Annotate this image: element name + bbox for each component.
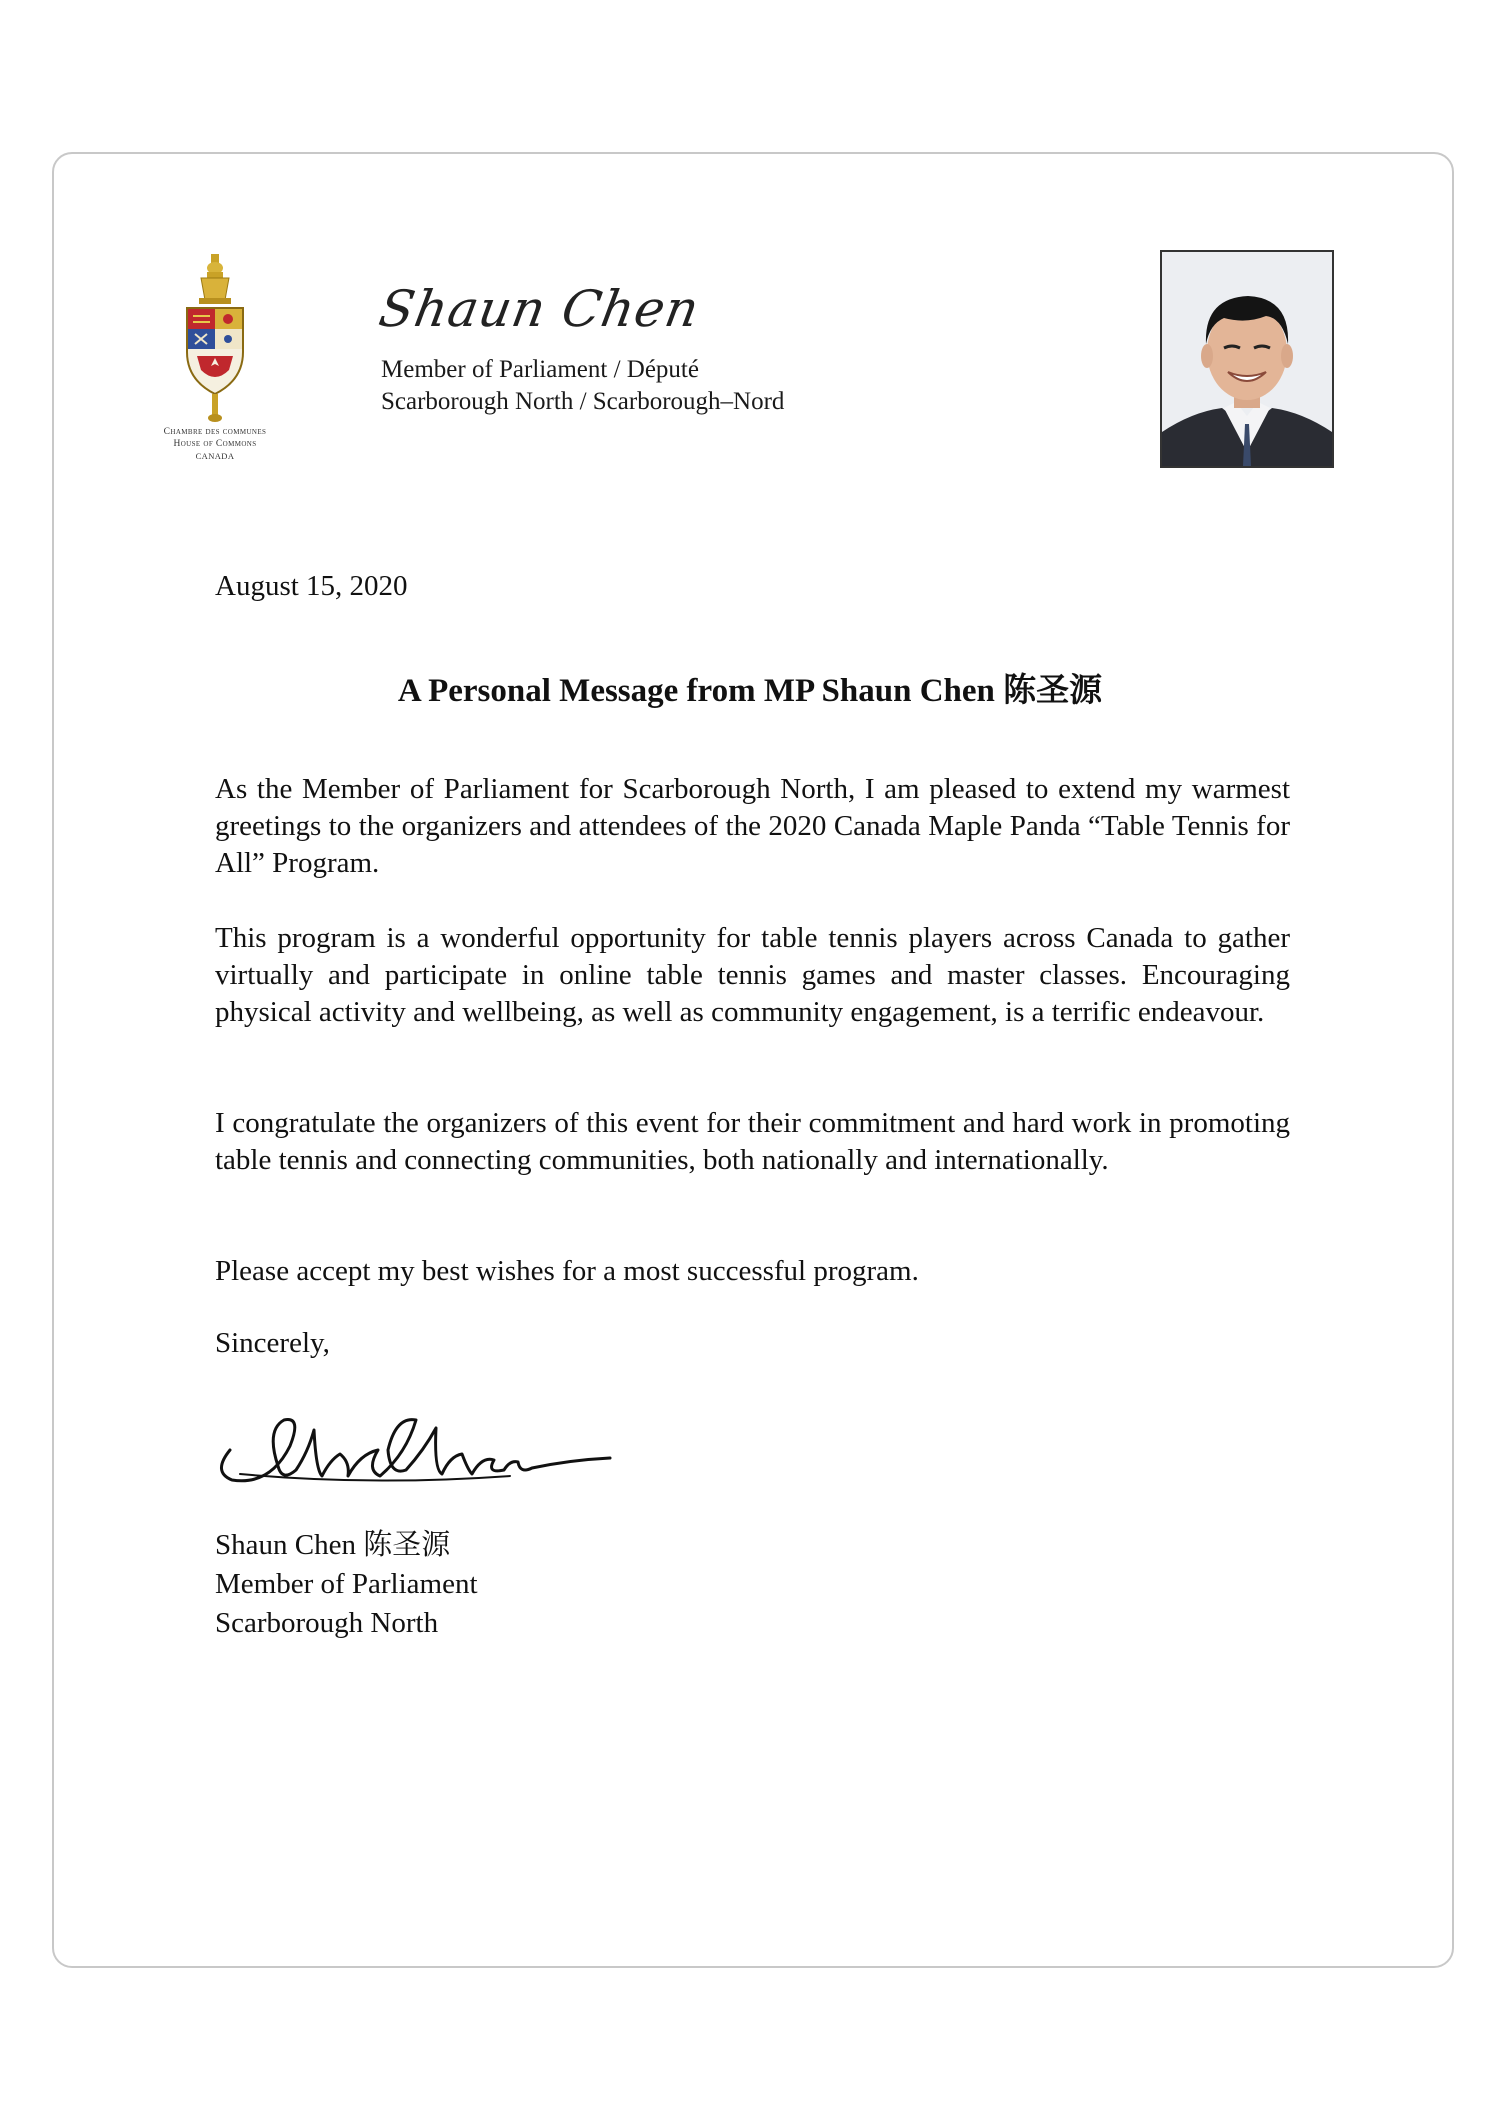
body-paragraph: Please accept my best wishes for a most successful program.	[215, 1255, 919, 1287]
crest-caption-line: CANADA	[195, 451, 235, 461]
signer-riding: Scarborough North	[215, 1607, 439, 1639]
crest-caption	[135, 426, 295, 462]
body-paragraph: I congratulate the organizers of this event for their commitment and hard work in promoting table tennis and connecting communities, both nationally and internationally.	[215, 1107, 1290, 1176]
closing: Sincerely,	[215, 1327, 330, 1359]
letterhead-role: Member of Parliament / Député	[381, 356, 699, 383]
body-paragraph: As the Member of Parliament for Scarborough North, I am pleased to extend my warmest greetings to the organizers and attendees of the 2020 Canada Maple Panda “Table Tennis for All” Program.	[215, 773, 1290, 879]
letterhead-script-name: Shaun Chen	[374, 280, 704, 338]
body-paragraph: This program is a wonderful opportunity for table tennis players across Canada to gather virtually and participate in online table tennis games and master classes. Encouraging physical activity and wellbeing, as well as community engagement, is a terrific endeavour.	[215, 922, 1290, 1028]
portrait-photo	[1160, 250, 1334, 468]
signer-name: Shaun Chen 陈圣源	[215, 1529, 451, 1561]
handwritten-signature	[210, 1390, 620, 1500]
signature-block	[215, 1526, 478, 1643]
crest-caption-line: House of Commons	[173, 439, 257, 449]
crest-caption-line: Chambre des communes	[163, 427, 267, 437]
house-of-commons-crest-icon	[135, 252, 295, 468]
signer-title: Member of Parliament	[215, 1568, 478, 1600]
letterhead-riding: Scarborough North / Scarborough–Nord	[381, 388, 785, 415]
letter-date: August 15, 2020	[215, 570, 408, 602]
letter-title: A Personal Message from MP Shaun Chen 陈圣源	[397, 673, 1103, 709]
